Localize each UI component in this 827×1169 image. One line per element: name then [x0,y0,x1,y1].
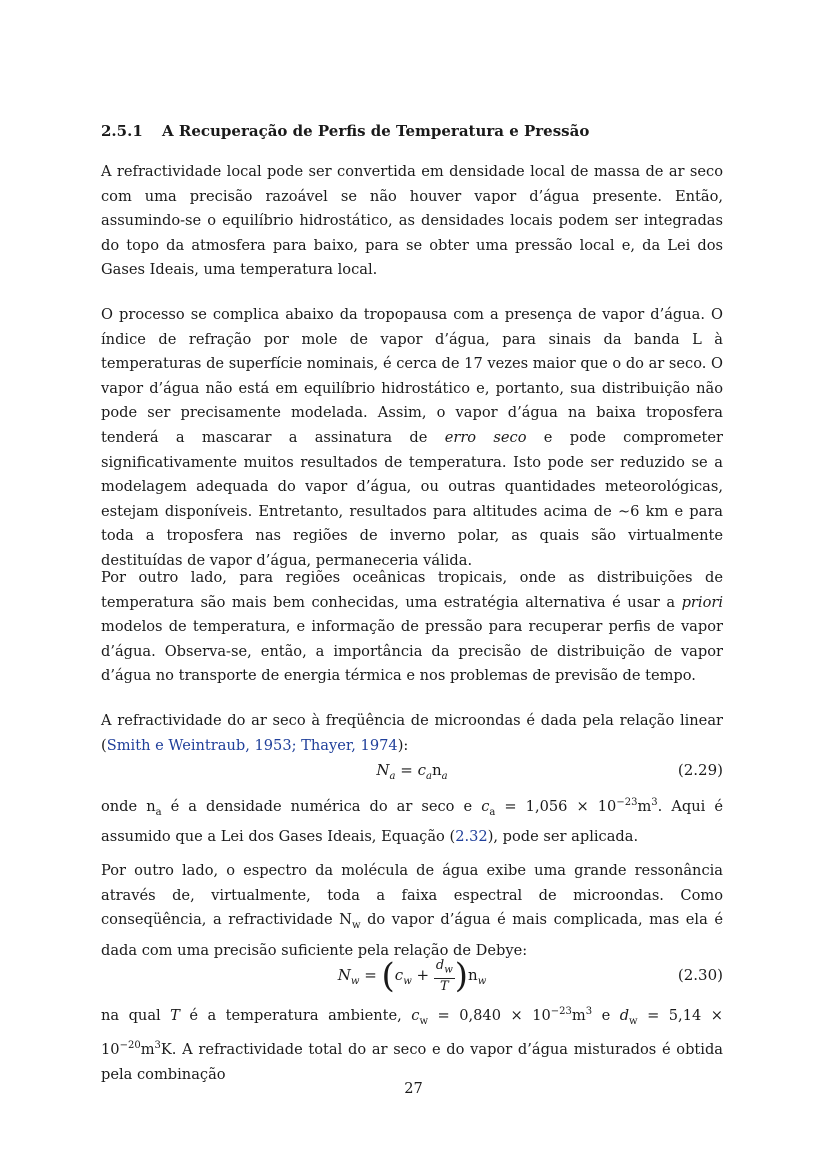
p5-f: ), pode ser aplicada. [487,828,639,846]
eq230-n: n [468,966,478,984]
p5-b: é a densidade numérica do ar seco e [161,797,482,815]
eq230-c-sub: w [403,976,412,987]
p7-exp4: 3 [154,1040,161,1052]
eq230-frac-num [434,958,455,979]
eq229-lhs: N [376,761,390,779]
p7-b: é a temperatura ambiente, [179,1006,412,1024]
p7-T: T [170,1006,180,1024]
equation-2-29 [101,758,723,794]
p5-d: m [637,797,652,815]
p7-a: na qual [101,1006,171,1024]
section-number: 2.5.1 [101,122,143,140]
p7-dw: d [619,1006,630,1024]
paragraph-6 [101,859,723,963]
p5-e: . Aqui é assumido que a Lei dos Gases Ideais, Equação ( [101,797,723,846]
section-heading [101,122,589,140]
citation-thayer[interactable] [301,737,398,754]
p7-cw: c [411,1006,420,1024]
eq230-lhs: N [337,966,351,984]
equation-number-2-29: (2.29) [677,761,723,779]
paragraph-2-italic: erro seco [444,428,527,446]
p5-sub-a: a [155,806,162,818]
eq229-lhs-sub: a [389,771,396,782]
eq230-fraction [434,958,455,994]
eq229-n: n [431,761,442,779]
equation-2-30 [101,952,723,998]
p7-exp3: −20 [119,1040,141,1052]
eq230-left-paren: ( [381,956,395,996]
p7-h: K. A refractividade total do ar seco e do vapor d’água misturados é obtida pela combinação [101,1041,723,1083]
p5-c: = 1,056 × 10 [495,797,617,815]
p7-c: = 0,840 × 10 [428,1006,551,1024]
p5-exp: −23 [616,797,638,808]
eq230-d-sub: w [444,964,453,976]
p7-d: m [571,1006,586,1024]
p6-a: Por outro lado, o espectro da molécula de água exibe uma grande ressonância através de, virtualmente, toda a faixa espectral de microondas. Como conseqüência, a refractividade N [101,862,723,929]
eq230-plus: + [411,966,434,984]
citation-sep-1: , [245,736,255,754]
paragraph-2 [101,303,723,574]
p7-cw-sub: w [419,1015,429,1027]
citation-author-2[interactable]: Thayer [301,736,352,754]
eq230-lhs-sub: w [350,976,360,987]
p7-dw-sub: w [629,1015,638,1027]
section-title: A Recuperação de Perfis de Temperatura e Pressão [162,122,590,140]
eq230-c: c [394,966,404,984]
paragraph-4-text-a: A refractividade do ar seco à freqüência de microondas é dada pela relação linear ( [101,712,723,754]
paragraph-3-text-b: modelos de temperatura, e informação de pressão para recuperar perfis de vapor d’água. Observa-se, então, a importância da precisão de distribuição de vapor d’água no transporte de energia térmica e nos problemas de previsão de tempo. [101,618,723,685]
eq230-right-paren: ) [454,956,469,996]
p6-sub: w [351,920,361,932]
eq229-c-sub: a [426,771,432,782]
paragraph-4-text-b: ): [397,736,409,754]
eq229-equals: = [395,761,418,779]
page-number: 27 [404,1080,423,1097]
equation-2-29-formula [101,758,723,789]
eq229-c: c [417,761,426,779]
p7-f: = 5,14 × 10 [101,1006,723,1059]
paragraph-7 [101,1000,723,1087]
p7-exp1: −23 [550,1006,572,1017]
citation-sep-3: , [351,736,361,754]
p6-b: do vapor d’água é mais complicada, mas ela é dada com uma precisão suficiente pela relação de Debye: [101,911,723,959]
eq230-frac-den: T [439,978,449,994]
citation-year-2[interactable]: 1974 [360,736,398,754]
p7-exp2: 3 [585,1006,593,1017]
paragraph-3-text-a: Por outro lado, para regiões oceânicas tropicais, onde as distribuições de temperatura são mais bem conhecidas, uma estratégia alternativa é usar a [101,569,723,611]
paragraph-2-text-b: e pode comprometer significativamente muitos resultados de temperatura. Isto pode ser reduzido se a modelagem adequada do vapor d’água, ou outras quantidades meteorológicas, estejam disponíveis. Entretanto, resultados para altitudes acima de ∼6 km e para toda a troposfera nas regiões de inverno polar, as quais são virtualmente destituídas de vapor d’água, permaneceria válida. [101,428,723,569]
paragraph-2-text-a: O processo se complica abaixo da tropopausa com a presença de vapor d’água. O índice de refração por mole de vapor d’água, para sinais da banda L à temperaturas de superfície nominais, é cerca de 17 vezes maior que o do ar seco. O vapor d’água não está em equilíbrio hidrostático e, portanto, sua distribuição não pode ser precisamente modelada. Assim, o vapor d’água na baixa troposfera tenderá a mascarar a assinatura de [101,306,723,446]
equation-number-2-30: (2.30) [677,966,723,984]
paragraph-3-italic: priori [681,593,723,611]
eq230-equals: = [359,966,382,984]
eq230-n-sub: w [477,976,487,987]
eq229-n-sub: a [441,771,448,782]
p5-ca-sub: a [489,806,496,818]
citation-author-1[interactable]: Smith e Weintraub [106,736,246,754]
paragraph-5 [101,791,723,850]
p7-e: e [592,1006,620,1024]
equation-2-30-formula [101,952,723,1005]
eq230-d: d [435,958,445,974]
paragraph-4 [101,709,723,758]
paragraph-3 [101,566,723,689]
equation-ref-2-32[interactable]: 2.32 [455,828,488,846]
p5-ca: c [481,797,490,815]
p5-a: onde n [101,797,156,815]
citation-sep-2: ; [291,736,302,754]
p5-exp3: 3 [651,797,658,808]
citation-year-1[interactable]: 1953 [254,736,292,754]
citation-smith-weintraub[interactable] [107,737,292,754]
paragraph-1: A refractividade local pode ser convertida em densidade local de massa de ar seco com uma precisão razoável se não houver vapor d’água presente. Então, assumindo-se o equilíbrio hidrostático, as densidades locais podem ser integradas do topo da atmosfera para baixo, para se obter uma pressão local e, da Lei dos Gases Ideais, uma temperatura local. [101,163,723,279]
p7-g: m [140,1041,155,1059]
